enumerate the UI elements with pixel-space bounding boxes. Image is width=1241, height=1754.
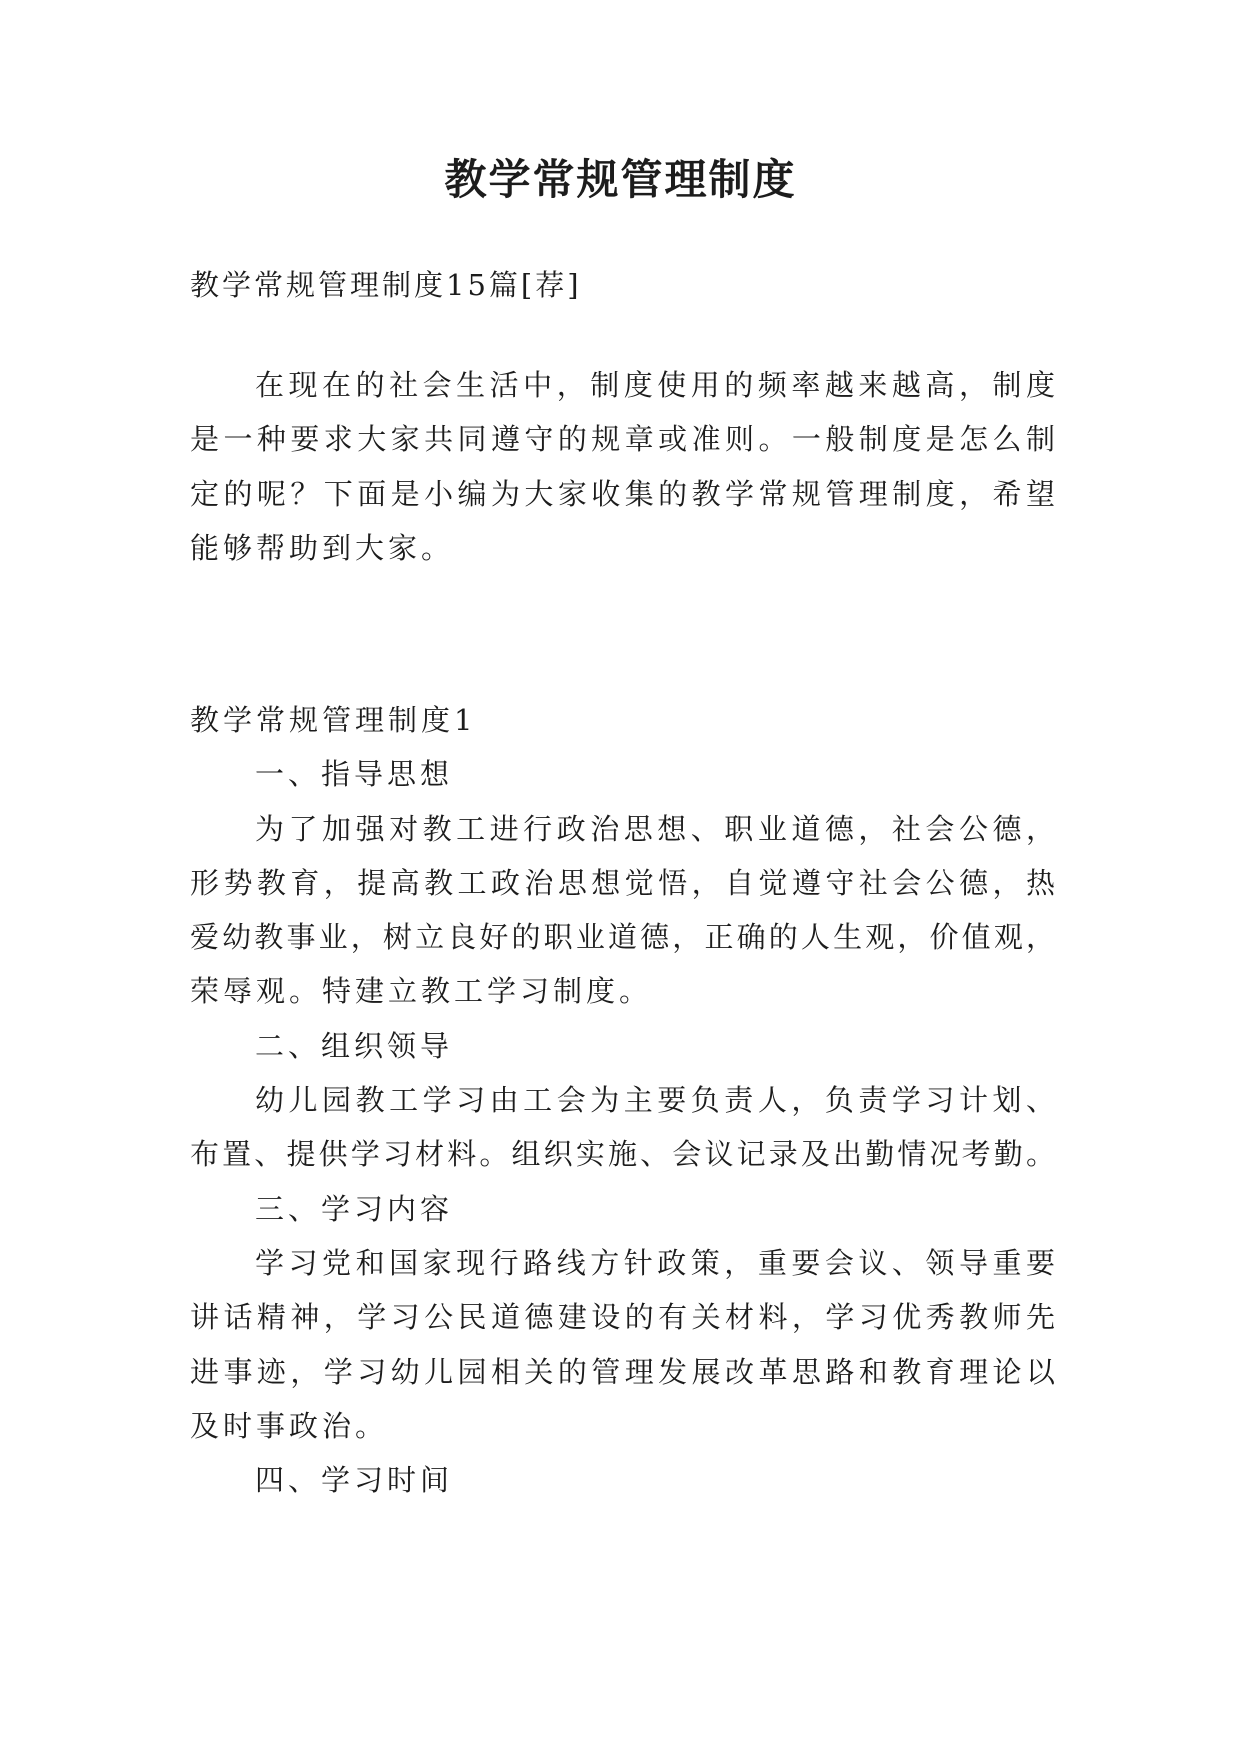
paragraph-line: 荣辱观。特建立教工学习制度。 (190, 974, 653, 1009)
paragraph-line: 学习党和国家现行路线方针政策，重要会议、领导重要 (255, 1245, 1055, 1280)
paragraph-line: 及时事政治。 (190, 1408, 389, 1443)
paragraph-line: 布置、提供学习材料。组织实施、会议记录及出勤情况考勤。 (190, 1137, 1055, 1172)
paragraph-line: 爱幼教事业，树立良好的职业道德，正确的人生观，价值观， (190, 920, 1055, 955)
paragraph-line: 形势教育，提高教工政治思想觉悟，自觉遵守社会公德，热 (190, 865, 1055, 900)
intro-line: 在现在的社会生活中，制度使用的频率越来越高，制度 (255, 368, 1055, 402)
intro-paragraph (190, 358, 1055, 575)
document-subtitle: 教学常规管理制度15篇[荐] (190, 268, 582, 302)
section-heading: 教学常规管理制度1 (190, 703, 477, 737)
section-1 (190, 693, 1055, 1507)
paragraph-line: 进事迹，学习幼儿园相关的管理发展改革思路和教育理论以 (190, 1354, 1055, 1389)
intro-line: 是一种要求大家共同遵守的规章或准则。一般制度是怎么制 (190, 422, 1055, 457)
intro-line: 定的呢？下面是小编为大家收集的教学常规管理制度，希望 (190, 476, 1055, 511)
paragraph-line: 幼儿园教工学习由工会为主要负责人，负责学习计划、 (255, 1083, 1055, 1118)
part-title-study-time: 四、学习时间 (255, 1463, 454, 1498)
part-title-study-content: 三、学习内容 (255, 1191, 454, 1226)
paragraph-line: 讲话精神，学习公民道德建设的有关材料，学习优秀教师先 (190, 1300, 1055, 1335)
part-title-organization: 二、组织领导 (255, 1028, 454, 1063)
intro-line: 能够帮助到大家。 (190, 530, 455, 565)
part-title-guiding-thought: 一、指导思想 (255, 757, 454, 792)
document-title: 教学常规管理制度 (444, 155, 797, 204)
paragraph-line: 为了加强对教工进行政治思想、职业道德，社会公德， (255, 811, 1055, 846)
